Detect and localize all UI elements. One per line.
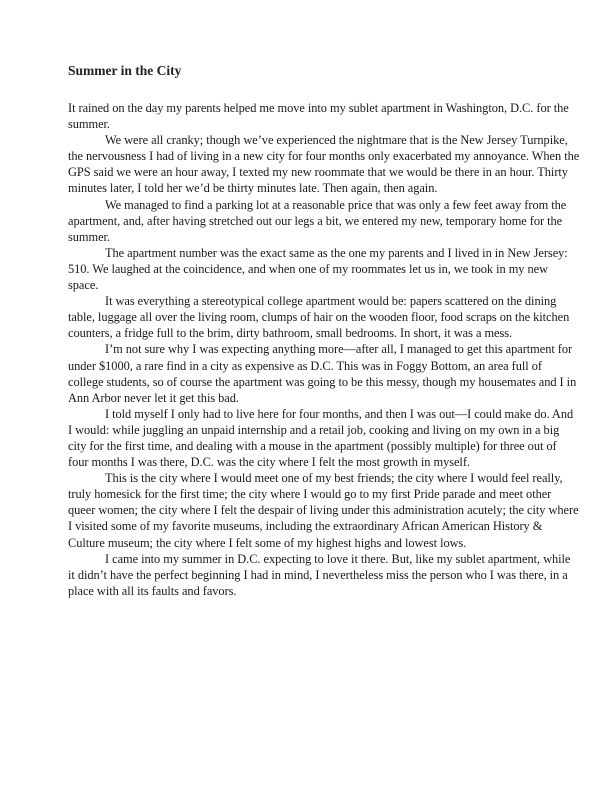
paragraph: I came into my summer in D.C. expecting to love it there. But, like my sublet apartment, while it didn’t have the perfect beginning I had in mind, I nevertheless miss the person who I was there, in a place with all its faults and favors. (68, 551, 571, 598)
paragraph: It rained on the day my parents helped me move into my sublet apartment in Washington, D.C. for the summer. (68, 101, 569, 132)
paragraph: I’m not sure why I was expecting anything more—after all, I managed to get this apartment for under $1000, a rare find in a city as expensive as D.C. This was in Foggy Bottom, an area full of college students, so of course the apartment was going to be this messy, though my housemates and I in Ann Arbor never let it get this bad. (68, 342, 577, 405)
paragraph: This is the city where I would meet one of my best friends; the city where I would feel really, truly homesick for the first time; the city where I would go to my first Pride parade and meet other queer women; the city where I felt the despair of living under this administration acutely; the city where I visited some of my favorite museums, including the extraordinary African American History & Culture museum; the city where I felt some of my highest highs and lowest lows. (68, 471, 579, 550)
paragraph: We were all cranky; though we’ve experienced the nightmare that is the New Jersey Turnpike, the nervousness I had of living in a new city for four months only exacerbated my annoyance. When the GPS said we were an hour away, I texted my new roommate that we would be there in an hour. Thirty minutes later, I told her we’d be thirty minutes late. Then again, then again. (68, 133, 580, 196)
document-body (68, 100, 580, 599)
paragraph: It was everything a stereotypical college apartment would be: papers scattered on the dining table, luggage all over the living room, clumps of hair on the wooden floor, food scraps on the kitchen counters, a fridge full to the brim, dirty bathroom, small bedrooms. In short, it was a mess. (68, 294, 570, 341)
document-title: Summer in the City (68, 63, 182, 78)
paragraph: I told myself I only had to live here for four months, and then I was out—I could make do. And I would: while juggling an unpaid internship and a retail job, cooking and living on my own in a big city for the first time, and dealing with a mouse in the apartment (possibly multiple) for three out of four months I was there, D.C. was the city where I felt the most growth in myself. (68, 406, 574, 470)
paragraph: The apartment number was the exact same as the one my parents and I lived in in New Jersey: 510. We laughed at the coincidence, and when one of my roommates let us in, we took in my new space. (68, 245, 568, 293)
paragraph: We managed to find a parking lot at a reasonable price that was only a few feet away from the apartment, and, after having stretched out our legs a bit, we entered my new, temporary home for the summer. (68, 197, 567, 244)
